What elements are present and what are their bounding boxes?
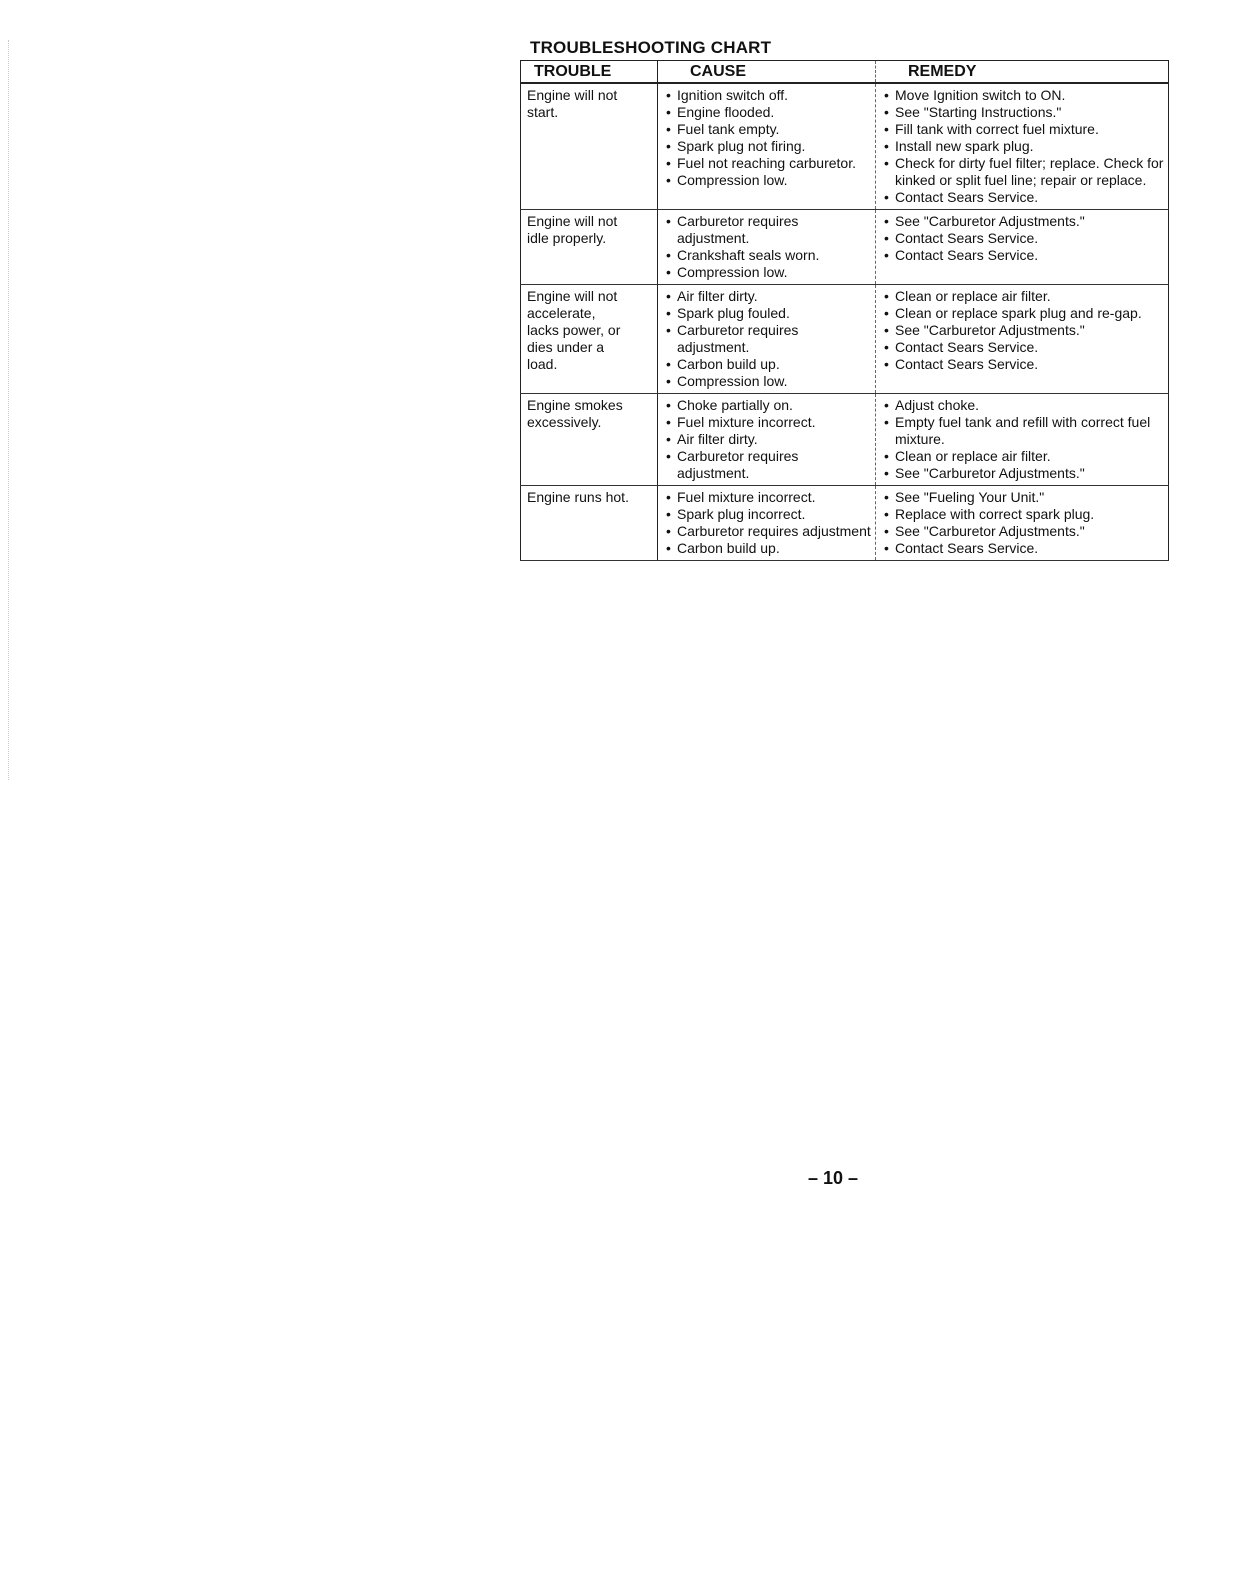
page-number: – 10 – — [808, 1168, 859, 1188]
cause-item: • Fuel not reaching carburetor. — [664, 155, 871, 172]
trouble-cell — [521, 210, 658, 285]
cause-list — [664, 213, 871, 281]
table-row — [521, 210, 1169, 285]
table-row — [521, 486, 1169, 561]
remedy-item: • Replace with correct spark plug. — [882, 506, 1164, 523]
cause-item: • Compression low. — [664, 264, 871, 281]
remedy-item: • Fill tank with correct fuel mixture. — [882, 121, 1164, 138]
table-row — [521, 285, 1169, 394]
cause-item: • Fuel mixture incorrect. — [664, 489, 871, 506]
remedy-item: • Move Ignition switch to ON. — [882, 87, 1164, 104]
remedy-item: • See "Carburetor Adjustments." — [882, 523, 1164, 540]
trouble-cell — [521, 83, 658, 210]
remedy-list — [882, 397, 1164, 482]
cause-item: • Compression low. — [664, 373, 871, 390]
cause-cell — [658, 394, 876, 486]
remedy-item: • See "Carburetor Adjustments." — [882, 213, 1164, 230]
trouble-text: accelerate, — [527, 305, 596, 321]
trouble-cell — [521, 486, 658, 561]
cause-cell — [658, 486, 876, 561]
remedy-cell — [876, 285, 1169, 394]
trouble-cell — [521, 394, 658, 486]
cause-item: • Carburetor requires adjustment. — [664, 322, 871, 356]
header-cause: CAUSE — [658, 61, 876, 84]
table-row — [521, 394, 1169, 486]
header-row — [521, 61, 1169, 84]
trouble-text: excessively. — [527, 414, 602, 430]
trouble-text: load. — [527, 356, 558, 372]
troubleshooting-chart — [520, 38, 1168, 561]
remedy-item: • Contact Sears Service. — [882, 339, 1164, 356]
remedy-cell — [876, 210, 1169, 285]
cause-item: • Carburetor requires adjustment. — [664, 213, 871, 247]
cause-cell — [658, 83, 876, 210]
cause-item: • Air filter dirty. — [664, 431, 871, 448]
cause-item: • Fuel tank empty. — [664, 121, 871, 138]
cause-cell — [658, 285, 876, 394]
table-row — [521, 83, 1169, 210]
remedy-item: • Contact Sears Service. — [882, 247, 1164, 264]
remedy-item: • Clean or replace air filter. — [882, 288, 1164, 305]
troubleshooting-table — [520, 60, 1169, 561]
remedy-item: • See "Fueling Your Unit." — [882, 489, 1164, 506]
cause-item: • Compression low. — [664, 172, 871, 189]
cause-item: • Carbon build up. — [664, 540, 871, 557]
remedy-item: • See "Carburetor Adjustments." — [882, 322, 1164, 339]
remedy-item: • Clean or replace air filter. — [882, 448, 1164, 465]
trouble-text: Engine runs hot. — [527, 489, 629, 505]
header-remedy: REMEDY — [876, 61, 1169, 84]
header-trouble: TROUBLE — [521, 61, 658, 84]
cause-item: • Carbon build up. — [664, 356, 871, 373]
trouble-text: lacks power, or — [527, 322, 621, 338]
cause-item: • Engine flooded. — [664, 104, 871, 121]
cause-list — [664, 288, 871, 390]
remedy-item: • See "Starting Instructions." — [882, 104, 1164, 121]
remedy-item: • Contact Sears Service. — [882, 230, 1164, 247]
cause-item: • Air filter dirty. — [664, 288, 871, 305]
cause-item: • Spark plug incorrect. — [664, 506, 871, 523]
remedy-item: • See "Carburetor Adjustments." — [882, 465, 1164, 482]
cause-item: • Spark plug fouled. — [664, 305, 871, 322]
cause-item: • Fuel mixture incorrect. — [664, 414, 871, 431]
cause-list — [664, 489, 871, 557]
remedy-list — [882, 87, 1164, 206]
cause-item: • Carburetor requires adjustment — [664, 523, 871, 540]
remedy-list — [882, 489, 1164, 557]
table-body — [521, 83, 1169, 561]
remedy-item: • Contact Sears Service. — [882, 356, 1164, 373]
cause-item: • Carburetor requires adjustment. — [664, 448, 871, 482]
cause-item: • Spark plug not firing. — [664, 138, 871, 155]
trouble-text: dies under a — [527, 339, 605, 355]
remedy-item: • Clean or replace spark plug and re-gap. — [882, 305, 1164, 322]
remedy-cell — [876, 83, 1169, 210]
remedy-list — [882, 288, 1164, 373]
remedy-item: • Contact Sears Service. — [882, 540, 1164, 557]
trouble-text: Engine will not — [527, 288, 618, 304]
remedy-item: • Contact Sears Service. — [882, 189, 1164, 206]
scan-edge-line — [8, 40, 9, 780]
trouble-text: start. — [527, 104, 559, 120]
cause-list — [664, 397, 871, 482]
cause-list — [664, 87, 871, 189]
remedy-cell — [876, 486, 1169, 561]
trouble-cell — [521, 285, 658, 394]
remedy-item: • Adjust choke. — [882, 397, 1164, 414]
remedy-list — [882, 213, 1164, 264]
trouble-text: Engine will not — [527, 87, 618, 103]
remedy-item: • Check for dirty fuel filter; replace. Check for kinked or split fuel line; repair or replace. — [882, 155, 1164, 189]
remedy-item: • Install new spark plug. — [882, 138, 1164, 155]
cause-item: • Choke partially on. — [664, 397, 871, 414]
trouble-text: idle properly. — [527, 230, 607, 246]
cause-item: • Ignition switch off. — [664, 87, 871, 104]
remedy-item: • Empty fuel tank and refill with correct fuel mixture. — [882, 414, 1164, 448]
cause-cell — [658, 210, 876, 285]
trouble-text: Engine will not — [527, 213, 618, 229]
chart-title: TROUBLESHOOTING CHART — [530, 38, 772, 57]
remedy-cell — [876, 394, 1169, 486]
trouble-text: Engine smokes — [527, 397, 623, 413]
cause-item: • Crankshaft seals worn. — [664, 247, 871, 264]
